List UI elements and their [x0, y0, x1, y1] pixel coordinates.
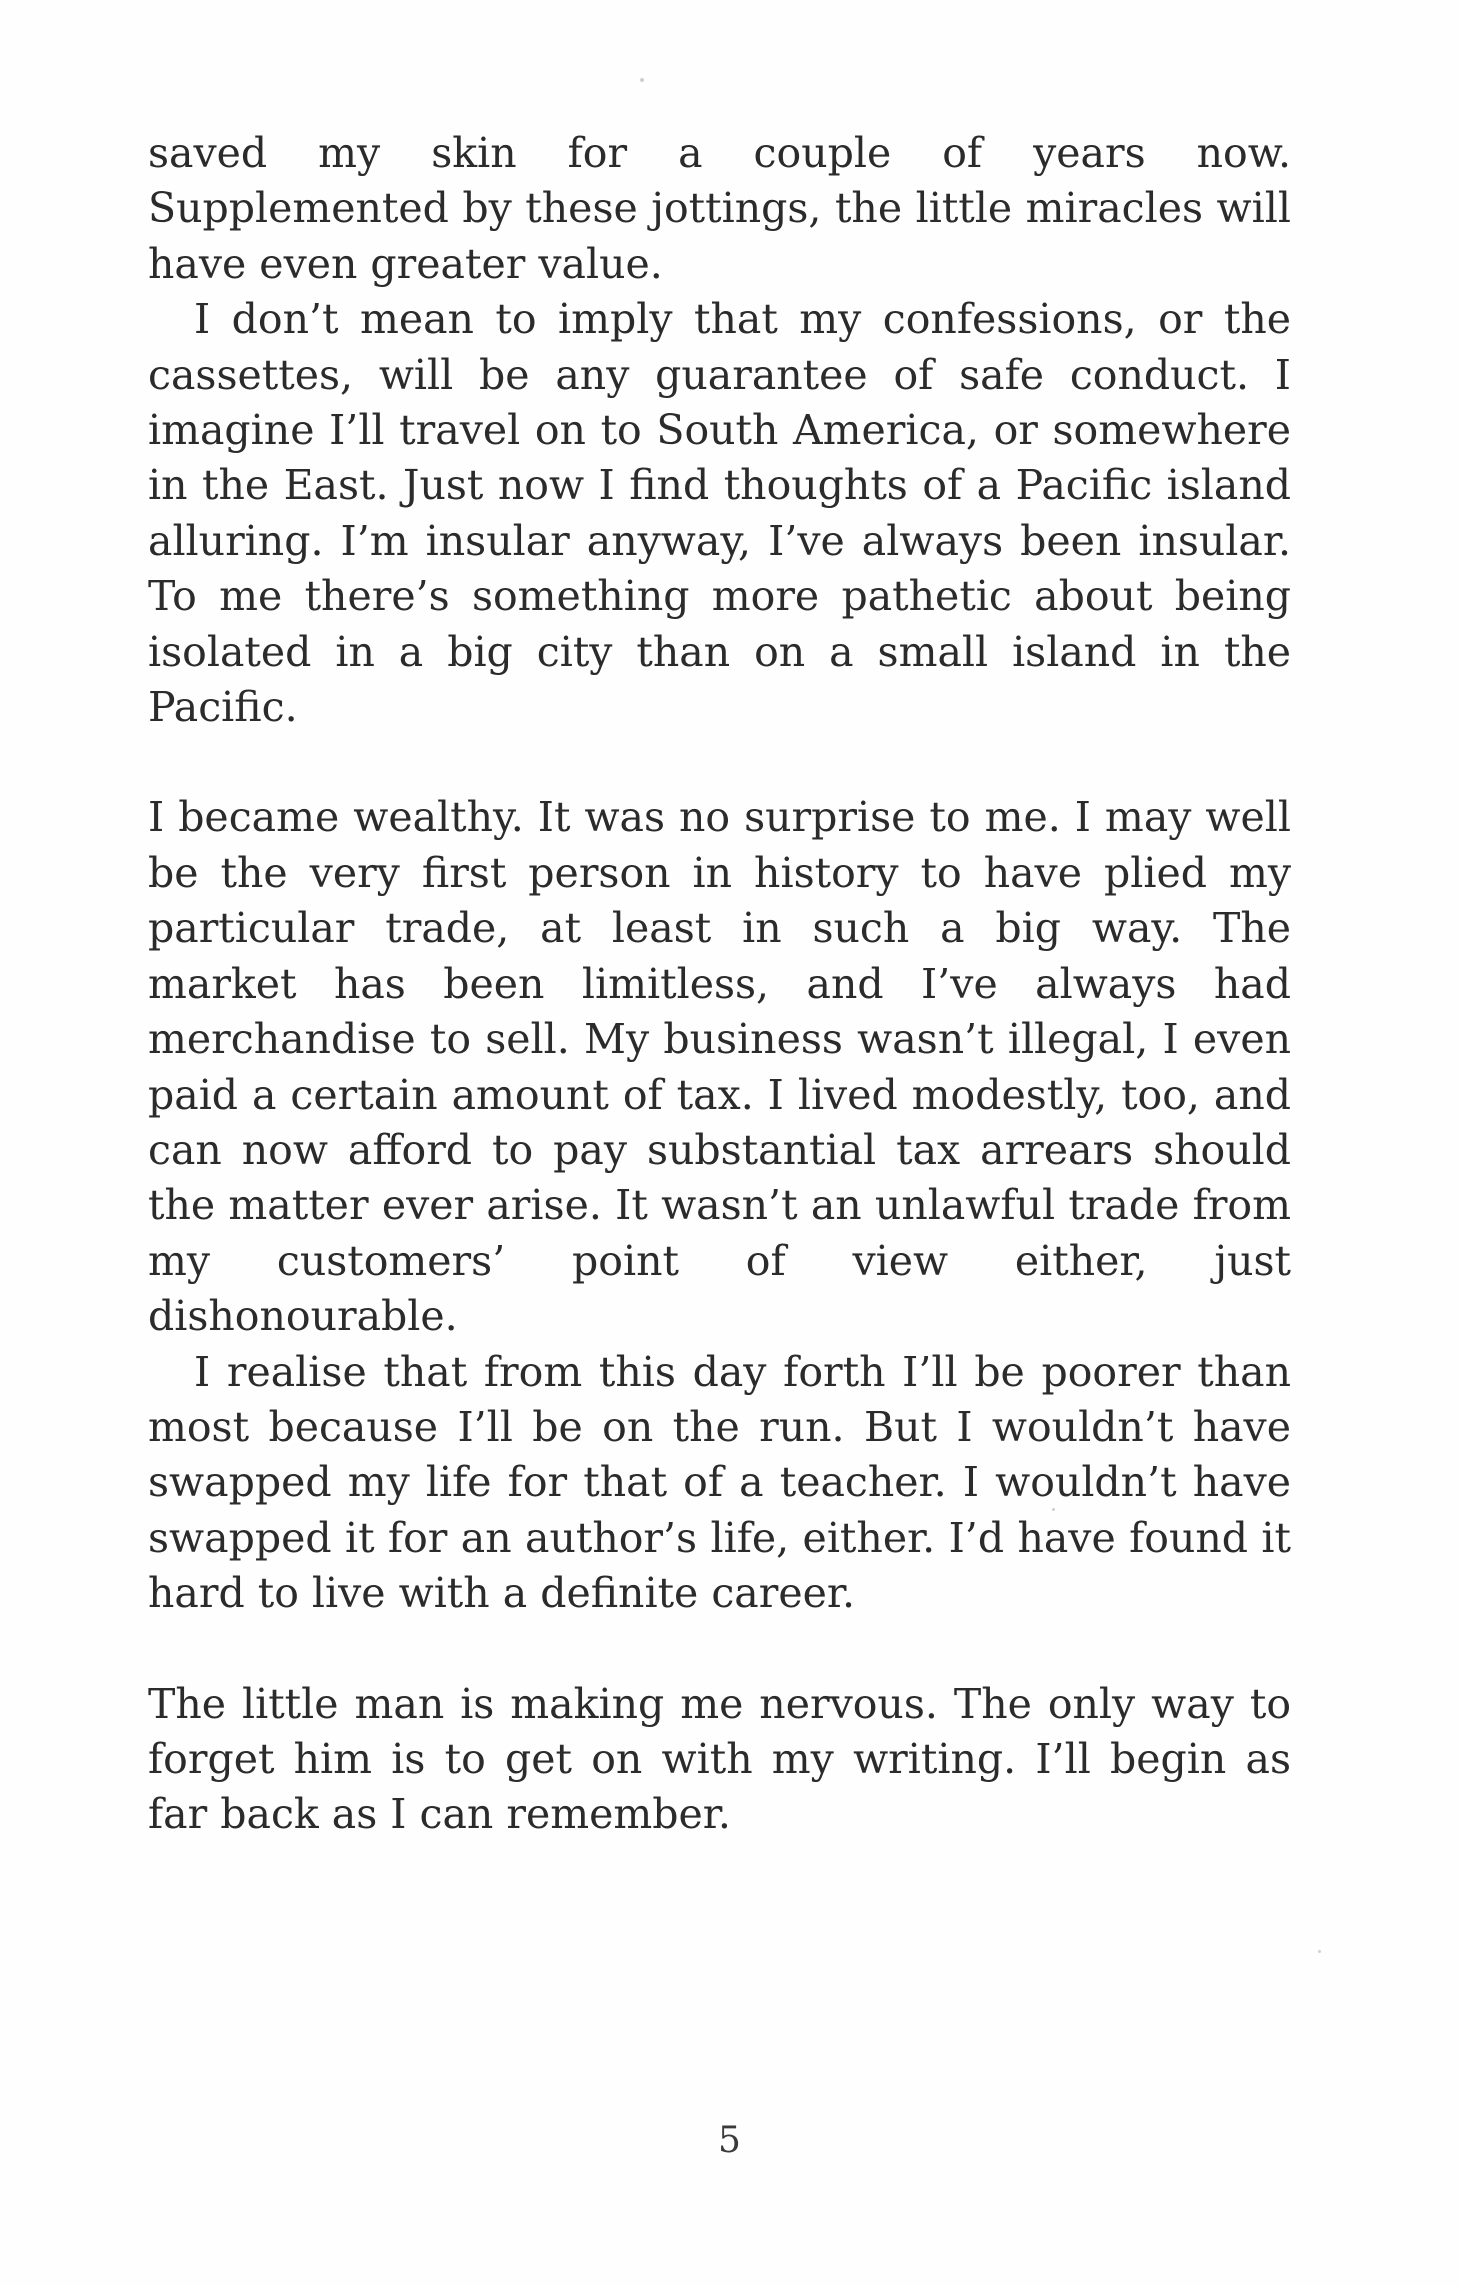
paragraph-on-the-run: I realise that from this day forth I’ll be poorer than most because I’ll be on the run. But I wouldn’t have swapped my life for that of a teacher. I wouldn’t have swapped it for an author’s life, either. I’d have found it hard to live with a definite career. [148, 1347, 1291, 1618]
paper-speck [640, 78, 644, 82]
paragraph-little-man: The little man is making me nervous. The only way to forget him is to get on with my writing. I’ll begin as far back as I can remember. [148, 1679, 1291, 1839]
paragraph-saved-my-skin: saved my skin for a couple of years now. Supplemented by these jottings, the little miracles will have even greater value. [148, 129, 1291, 288]
page-number: 5 [718, 2120, 741, 2161]
paragraph-confessions: I don’t mean to imply that my confessions, or the cassettes, will be any guarantee of safe conduct. I imagine I’ll travel on to South America, or somewhere in the East. Just now I find thoughts of a Pacific island alluring. I’m insular anyway, I’ve always been insular. To me there’s something more pathetic about being isolated in a big city than on a small island in the Pacific. [148, 295, 1291, 732]
body-text [148, 126, 1291, 1843]
paper-speck [1318, 1950, 1321, 1953]
paragraph-became-wealthy: I became wealthy. It was no surprise to me. I may well be the very first person in history to have plied my particular trade, at least in such a big way. The market has been limitless, and I’ve always had merchandise to sell. My business wasn’t illegal, I even paid a certain amount of tax. I lived modestly, too, and can now afford to pay substantial tax arrears should the matter ever arise. It wasn’t an unlawful trade from my customers’ point of view either, just dishonourable. [148, 793, 1291, 1341]
